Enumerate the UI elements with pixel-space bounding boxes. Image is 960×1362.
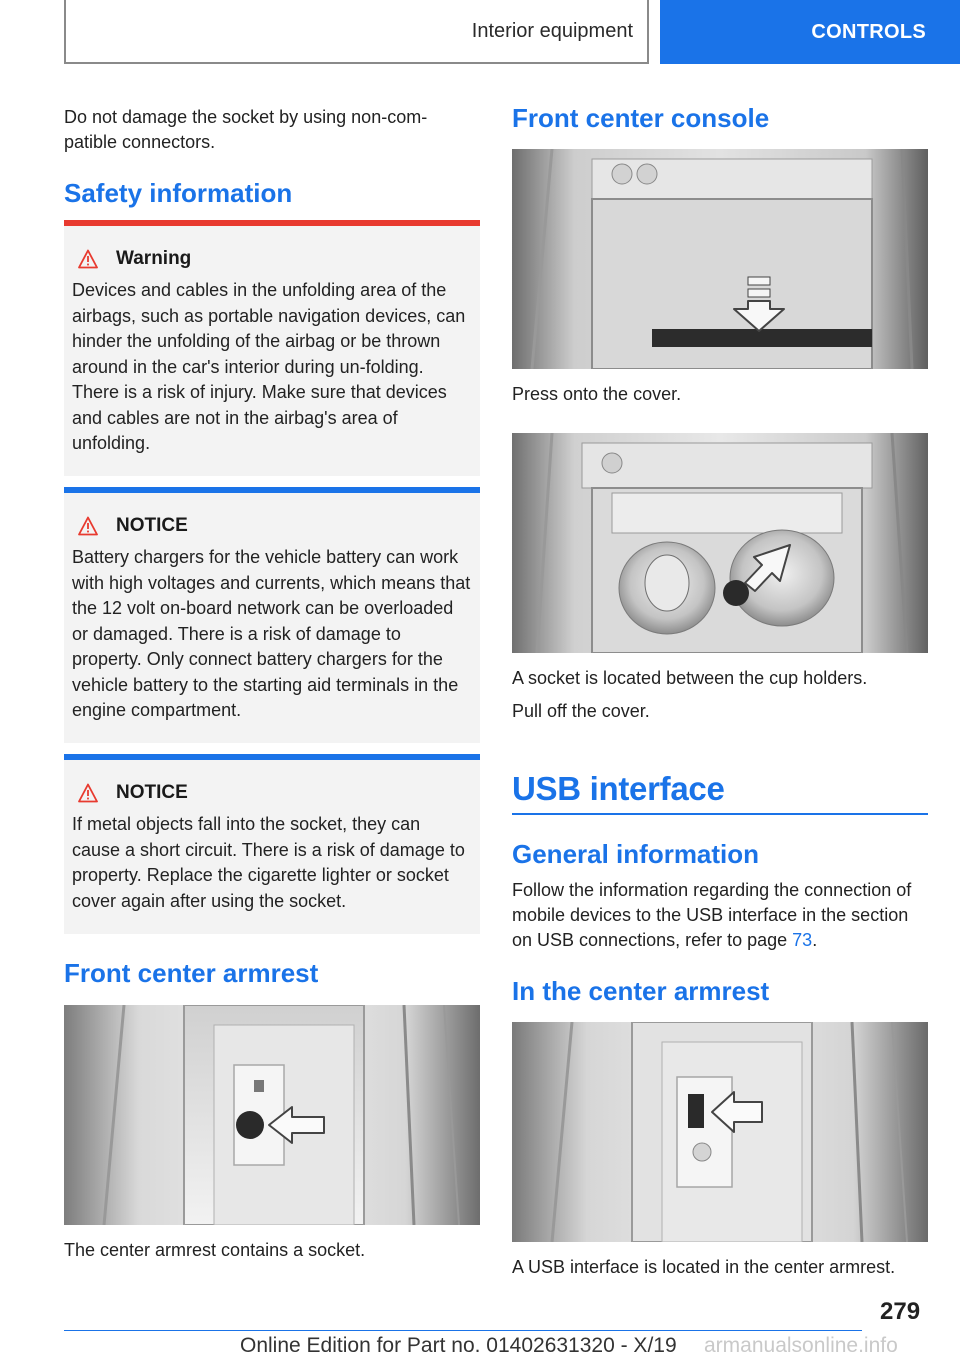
armrest-socket-drawing <box>64 1005 480 1225</box>
page-number: 279 <box>880 1298 921 1325</box>
general-information-body: Follow the information regarding the connection of mobile devices to the USB interface in the section on USB connections, refer to page <box>512 880 912 950</box>
header-section-tab <box>64 0 649 64</box>
watermark-text: armanualsonline.info <box>704 1334 898 1357</box>
header-chapter-tab <box>660 0 960 64</box>
warning-text: Devices and cables in the unfolding area of the airbags, such as portable navigation devices, can hinder the unfolding of the airbag or be thrown around in the car's interior during un-folding. There is a risk of injury. Make sure that devices and cables are not in the airbag's area of unfolding. <box>72 280 466 453</box>
notice-box-metal <box>64 754 480 934</box>
warning-title-label: Warning <box>116 248 192 269</box>
front-armrest-heading: Front center armrest <box>64 958 319 988</box>
general-information-heading: General information <box>512 839 760 869</box>
usb-armrest-drawing <box>512 1022 928 1242</box>
armrest-socket-illustration <box>64 1005 480 1225</box>
console-cover-illustration <box>512 149 928 369</box>
page-reference-link[interactable]: 73 <box>792 930 813 950</box>
notice-title <box>72 515 472 537</box>
notice-title <box>72 782 472 804</box>
header-chapter-label: CONTROLS <box>811 20 926 43</box>
armrest-caption: The center armrest contains a socket. <box>64 1240 366 1260</box>
pull-cover-caption: Pull off the cover. <box>512 701 650 721</box>
notice-title-label: NOTICE <box>116 515 188 536</box>
warning-triangle-icon <box>78 516 98 536</box>
notice-text: Battery chargers for the vehicle battery can work with high voltages and currents, which means that the 12 volt on-board network can be overloaded or damaged. There is a risk of damage to property. Only connect battery chargers for the vehicle battery to the starting aid terminals in the engine compartment. <box>72 547 471 720</box>
cupholder-caption: A socket is located between the cup holders. <box>512 668 868 688</box>
front-console-heading: Front center console <box>512 103 770 133</box>
safety-heading: Safety information <box>64 178 293 208</box>
cupholder-socket-drawing <box>512 433 928 653</box>
center-armrest-heading: In the center armrest <box>512 976 770 1006</box>
edition-text: Online Edition for Part no. 01402631320 - X/19 <box>240 1334 677 1357</box>
footer-rule <box>64 1330 862 1331</box>
general-information-end: . <box>812 930 818 950</box>
warning-triangle-icon <box>78 783 98 803</box>
console-caption-press: Press onto the cover. <box>512 384 682 404</box>
intro-text: Do not damage the socket by using non-com-patible connectors. <box>64 107 428 152</box>
warning-triangle-icon <box>78 249 98 269</box>
notice-box-chargers <box>64 487 480 743</box>
cupholder-socket-illustration <box>512 433 928 653</box>
notice-title-label: NOTICE <box>116 782 188 803</box>
general-information-text <box>512 878 926 953</box>
warning-title <box>72 248 472 270</box>
header-section-label: Interior equipment <box>471 19 633 42</box>
usb-heading-rule <box>512 813 928 815</box>
warning-box <box>64 220 480 476</box>
console-cover-drawing <box>512 149 928 369</box>
usb-armrest-caption: A USB interface is located in the center armrest. <box>512 1257 896 1277</box>
usb-armrest-illustration <box>512 1022 928 1242</box>
notice-text: If metal objects fall into the socket, they can cause a short circuit. There is a risk of damage to property. Replace the cigarette lighter or socket cover again after using the socket. <box>72 814 465 911</box>
usb-interface-heading: USB interface <box>512 770 725 807</box>
